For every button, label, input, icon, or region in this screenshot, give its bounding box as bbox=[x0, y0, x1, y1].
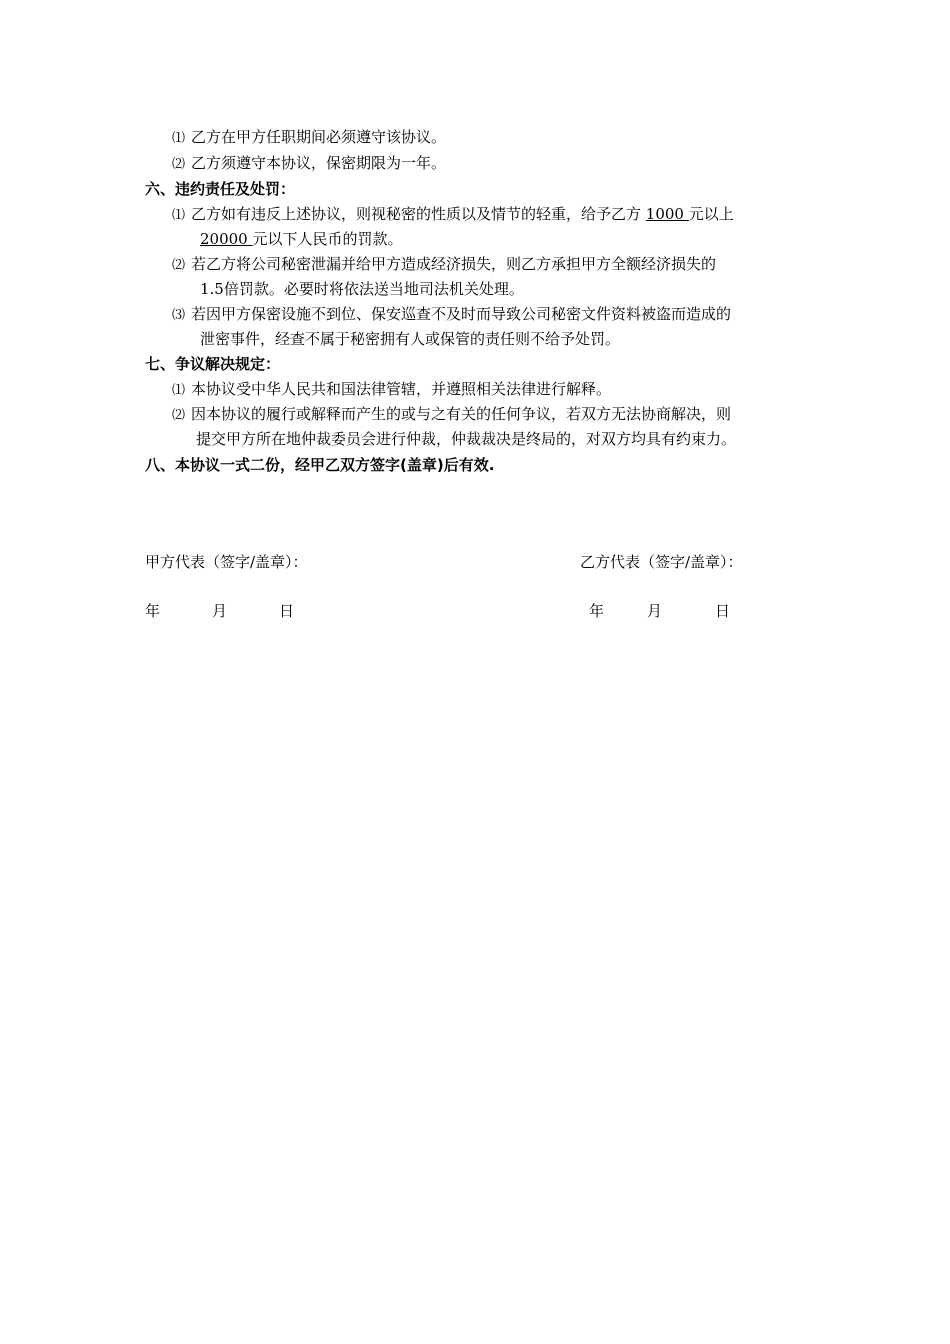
section-6-item-2-cont: 1.5倍罚款。必要时将依法送当地司法机关处理。 bbox=[200, 280, 524, 298]
section-8-heading: 八、本协议一式二份，经甲乙双方签字(盖章)后有效. bbox=[145, 456, 495, 474]
section-7-item-2-cont: 提交甲方所在地仲裁委员会进行仲裁，仲裁裁决是终局的，对双方均具有约束力。 bbox=[196, 430, 737, 448]
party-a-signature-label: 甲方代表（签字/盖章）： bbox=[145, 553, 308, 571]
party-b-signature-label: 乙方代表（签字/盖章）： bbox=[580, 553, 743, 571]
party-b-date-year: 年 bbox=[589, 602, 605, 620]
section-6-heading: 六、违约责任及处罚： bbox=[145, 180, 296, 198]
item-text: 乙方在甲方任职期间必须遵守该协议。 bbox=[191, 128, 447, 146]
section-6-item-3 bbox=[172, 304, 731, 326]
section-7-item-1 bbox=[172, 379, 611, 401]
clause-item-2 bbox=[172, 153, 446, 175]
section-6-item-1 bbox=[172, 204, 734, 226]
item-text: 本协议受中华人民共和国法律管辖，并遵照相关法律进行解释。 bbox=[191, 380, 612, 398]
section-6-item-2 bbox=[172, 254, 716, 276]
section-7-item-2 bbox=[172, 404, 731, 426]
item-number: ⑴ bbox=[172, 383, 186, 398]
clause-item-1 bbox=[172, 127, 446, 149]
party-a-date-day: 日 bbox=[279, 602, 295, 620]
section-6-item-1-cont bbox=[200, 229, 403, 249]
item-text: 因本协议的履行或解释而产生的或与之有关的任何争议，若双方无法协商解决，则 bbox=[191, 405, 732, 423]
item-number: ⑴ bbox=[172, 131, 186, 146]
item-text: 元以下人民币的罚款。 bbox=[252, 230, 403, 248]
item-text: 若因甲方保密设施不到位、保安巡查不及时而导致公司秘密文件资料被盗而造成的 bbox=[191, 305, 732, 323]
party-a-date-year: 年 bbox=[145, 602, 161, 620]
item-number: ⑵ bbox=[172, 157, 186, 172]
fine-amount-max: 20000 bbox=[200, 230, 253, 248]
item-text: 元以上 bbox=[688, 205, 734, 223]
item-number: ⑴ bbox=[172, 208, 186, 223]
fine-amount-min: 1000 bbox=[645, 205, 689, 223]
item-number: ⑶ bbox=[172, 308, 186, 323]
section-7-heading: 七、争议解决规定： bbox=[145, 355, 281, 373]
item-text: 乙方如有违反上述协议，则视秘密的性质以及情节的轻重，给予乙方 bbox=[191, 205, 646, 223]
item-text: 乙方须遵守本协议，保密期限为一年。 bbox=[191, 154, 447, 172]
party-b-date-day: 日 bbox=[715, 602, 731, 620]
item-number: ⑵ bbox=[172, 258, 186, 273]
section-6-item-3-cont: 泄密事件，经查不属于秘密拥有人或保管的责任则不给予处罚。 bbox=[200, 330, 621, 348]
item-number: ⑵ bbox=[172, 408, 186, 423]
item-text: 若乙方将公司秘密泄漏并给甲方造成经济损失，则乙方承担甲方全额经济损失的 bbox=[191, 255, 717, 273]
party-a-date-month: 月 bbox=[212, 602, 228, 620]
party-b-date-month: 月 bbox=[647, 602, 663, 620]
